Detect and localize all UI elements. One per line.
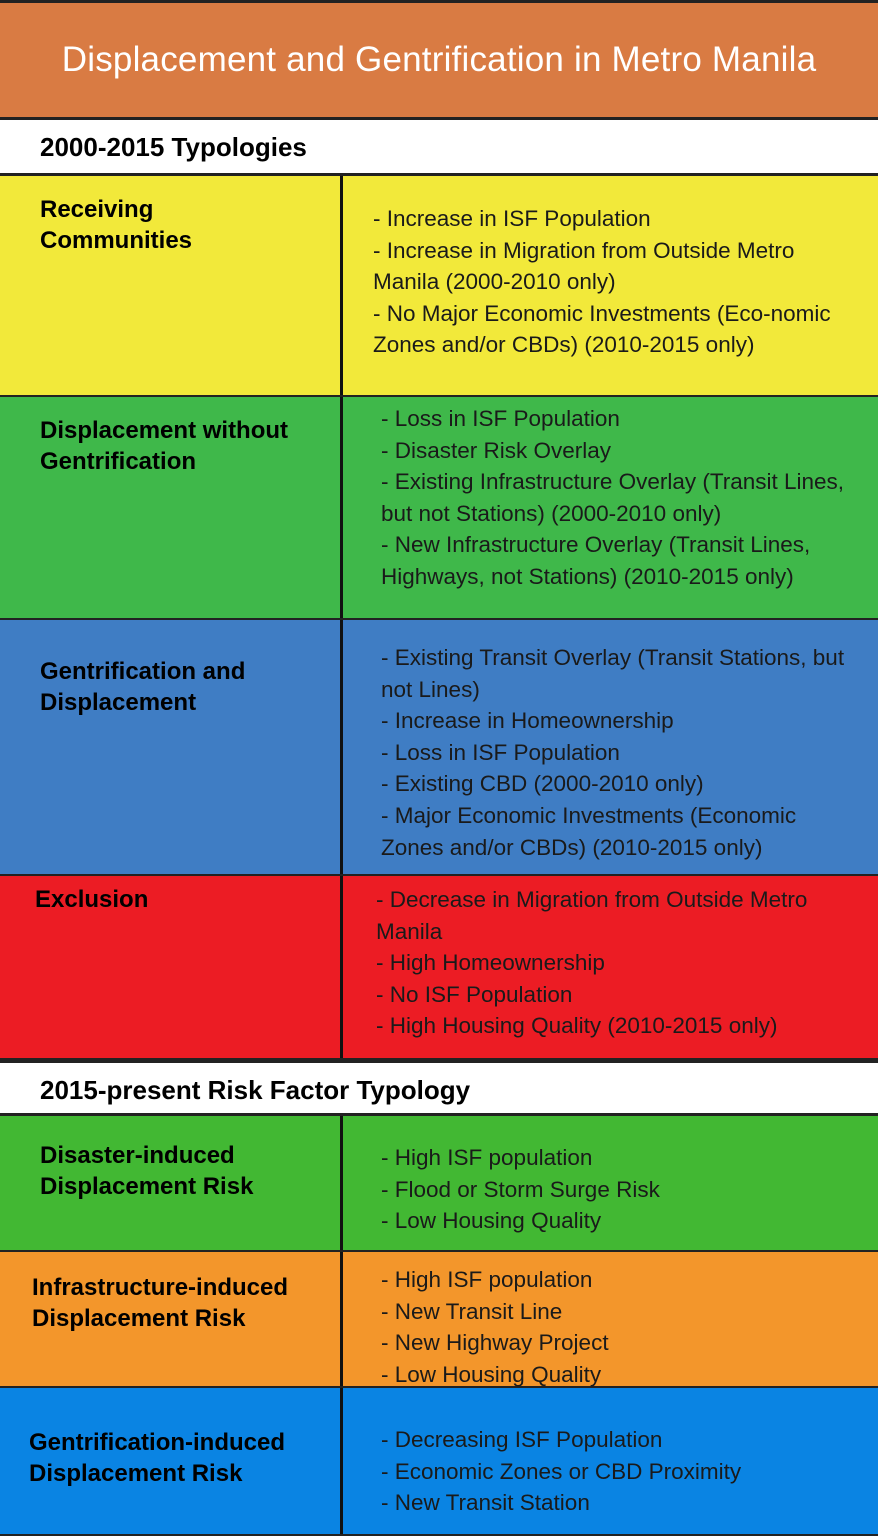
row-gentrification-induced-risk — [0, 1388, 878, 1536]
criteria-item: - High ISF population — [381, 1145, 593, 1170]
criteria-item: - Increase in Migration from Outside Metro Manila (2000-2010 only) — [373, 237, 795, 295]
row-gentrification-and-displacement — [0, 620, 878, 876]
criteria-list — [343, 620, 878, 874]
criteria-list — [343, 1116, 878, 1250]
section-header-2000-2015 — [0, 120, 878, 176]
title-banner — [0, 0, 878, 120]
criteria-item: - New Infrastructure Overlay (Transit Lines, Highways, not Stations) (2010-2015 only) — [381, 532, 811, 589]
criteria-item: - Existing CBD (2000-2010 only) — [381, 771, 704, 797]
criteria-item: - Low Housing Quality — [381, 1361, 602, 1387]
criteria-item: - New Highway Project — [381, 1330, 609, 1356]
criteria-item: - Disaster Risk Overlay — [381, 437, 612, 463]
criteria-item: - Decreasing ISF Population — [381, 1427, 663, 1452]
criteria-item: - Flood or Storm Surge Risk — [381, 1176, 660, 1202]
row-disaster-induced-risk — [0, 1116, 878, 1252]
criteria-list — [343, 397, 878, 618]
criteria-list — [343, 1252, 878, 1386]
criteria-item: - Economic Zones or CBD Proximity — [381, 1458, 742, 1484]
typology-label: Receiving Communities — [40, 196, 193, 254]
typology-label-cell — [0, 176, 343, 395]
typology-label-cell — [0, 1116, 343, 1250]
criteria-item: - No Major Economic Investments (Eco-nomic Zones and/or CBDs) (2010-2015 only) — [373, 300, 831, 358]
typology-label: Gentrification-induced Displacement Risk — [29, 1429, 286, 1487]
row-receiving-communities — [0, 176, 878, 397]
section-heading: 2015-present Risk Factor Typology — [40, 1075, 471, 1105]
criteria-list — [343, 176, 878, 395]
typology-label: Gentrification and Displacement — [40, 658, 246, 716]
typology-label: Infrastructure-induced Displacement Risk — [32, 1274, 289, 1332]
row-exclusion — [0, 876, 878, 1060]
criteria-item: - Increase in ISF Population — [373, 206, 651, 231]
criteria-item: - New Transit Station — [381, 1490, 590, 1516]
criteria-item: - Decrease in Migration from Outside Metro Manila — [376, 887, 808, 944]
criteria-item: - High Housing Quality (2010-2015 only) — [376, 1013, 778, 1039]
criteria-item: - Existing Infrastructure Overlay (Transit Lines, but not Stations) (2000-2010 only) — [381, 469, 845, 526]
criteria-list — [343, 876, 878, 1058]
typology-label-cell — [0, 1388, 343, 1534]
typology-label-cell — [0, 1252, 343, 1386]
page-title: Displacement and Gentrification in Metro Manila — [61, 40, 817, 79]
row-infrastructure-induced-risk — [0, 1252, 878, 1388]
criteria-item: - No ISF Population — [376, 981, 573, 1007]
row-displacement-without-gentrification — [0, 397, 878, 620]
typology-label: Exclusion — [35, 886, 149, 913]
criteria-item: - Existing Transit Overlay (Transit Stations, but not Lines) — [381, 645, 845, 702]
typology-label: Displacement without Gentrification — [40, 417, 289, 475]
section-header-2015-present — [0, 1060, 878, 1116]
criteria-item: - Major Economic Investments (Economic Zones and/or CBDs) (2010-2015 only) — [381, 802, 797, 860]
criteria-item: - Loss in ISF Population — [381, 739, 620, 765]
criteria-list — [343, 1388, 878, 1534]
section-heading: 2000-2015 Typologies — [40, 132, 307, 162]
typology-label-cell — [0, 876, 343, 1058]
criteria-item: - High Homeownership — [376, 950, 605, 976]
typology-label: Disaster-induced Displacement Risk — [40, 1142, 254, 1200]
typology-label-cell — [0, 620, 343, 874]
typology-label-cell — [0, 397, 343, 618]
criteria-item: - Increase in Homeownership — [381, 708, 674, 734]
criteria-item: - New Transit Line — [381, 1298, 563, 1324]
criteria-item: - High ISF population — [381, 1267, 593, 1292]
criteria-item: - Loss in ISF Population — [381, 406, 620, 431]
criteria-item: - Low Housing Quality — [381, 1208, 602, 1234]
